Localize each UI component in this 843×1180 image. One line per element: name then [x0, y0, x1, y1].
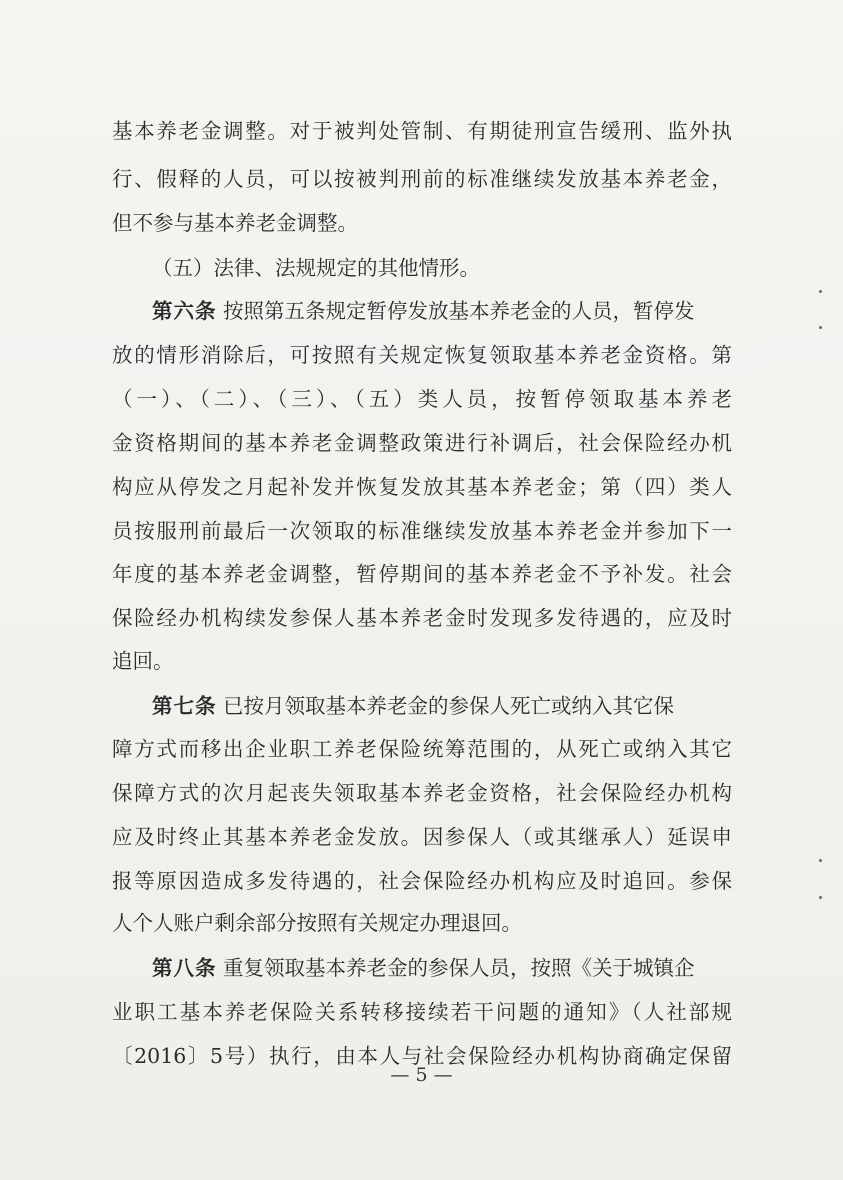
text-line: 保障方式的次月起丧失领取基本养老金资格，社会保险经办机构: [112, 781, 732, 805]
article-7-first-line: [152, 686, 732, 726]
text-segment: 重复领取基本养老金的参保人员，按照《关于城镇企: [223, 956, 695, 980]
text-line: 员按服刑前最后一次领取的标准继续发放基本养老金并参加下一: [112, 519, 732, 543]
text-line: 放的情形消除后，可按照有关规定恢复领取基本养老金资格。第: [112, 343, 732, 367]
text-line: 业职工基本养老保险关系转移接续若干问题的通知》（人社部规: [112, 1000, 732, 1024]
page-number: — 5 —: [390, 1064, 453, 1086]
text-line: 行、假释的人员，可以按被判刑前的标准继续发放基本养老金，: [112, 167, 732, 191]
text-segment: 已按月领取基本养老金的参保人死亡或纳入其它保: [223, 694, 675, 718]
article-8-first-line: [152, 948, 732, 988]
text-line: 障方式而移出企业职工养老保险统筹范围的，从死亡或纳入其它: [112, 737, 732, 761]
text-line: 年度的基本养老金调整，暂停期间的基本养老金不予补发。社会: [112, 562, 732, 586]
scan-dot: [819, 290, 822, 293]
article-6-label: 第六条: [152, 299, 217, 323]
article-8-label: 第八条: [152, 956, 217, 980]
text-line: 追回。: [112, 649, 174, 673]
scan-dot: [819, 859, 822, 862]
text-segment: 按照第五条规定暂停发放基本养老金的人员，暂停发: [223, 299, 695, 323]
text-line: （一）、（二）、（三）、（五）类人员，按暂停领取基本养老: [112, 387, 732, 411]
scan-dot: [819, 326, 822, 329]
text-line: 基本养老金调整。对于被判处管制、有期徒刑宣告缓刑、监外执: [112, 119, 732, 143]
text-line: 构应从停发之月起补发并恢复发放其基本养老金；第（四）类人: [112, 475, 732, 499]
text-line: 人个人账户剩余部分按照有关规定办理退回。: [112, 911, 522, 935]
text-line: 报等原因造成多发待遇的，社会保险经办机构应及时追回。参保: [112, 869, 732, 893]
text-line: （五）法律、法规规定的其他情形。: [152, 256, 480, 280]
article-6-first-line: [152, 291, 732, 331]
text-line: 〔2016〕5号）执行，由本人与社会保险经办机构协商确定保留: [112, 1044, 732, 1068]
text-line: 但不参与基本养老金调整。: [112, 211, 358, 235]
text-line: 应及时终止其基本养老金发放。因参保人（或其继承人）延误申: [112, 825, 732, 849]
text-line: 保险经办机构续发参保人基本养老金时发现多发待遇的，应及时: [112, 606, 732, 630]
text-line: 金资格期间的基本养老金调整政策进行补调后，社会保险经办机: [112, 431, 732, 455]
article-7-label: 第七条: [152, 694, 217, 718]
scan-dot: [819, 896, 822, 899]
